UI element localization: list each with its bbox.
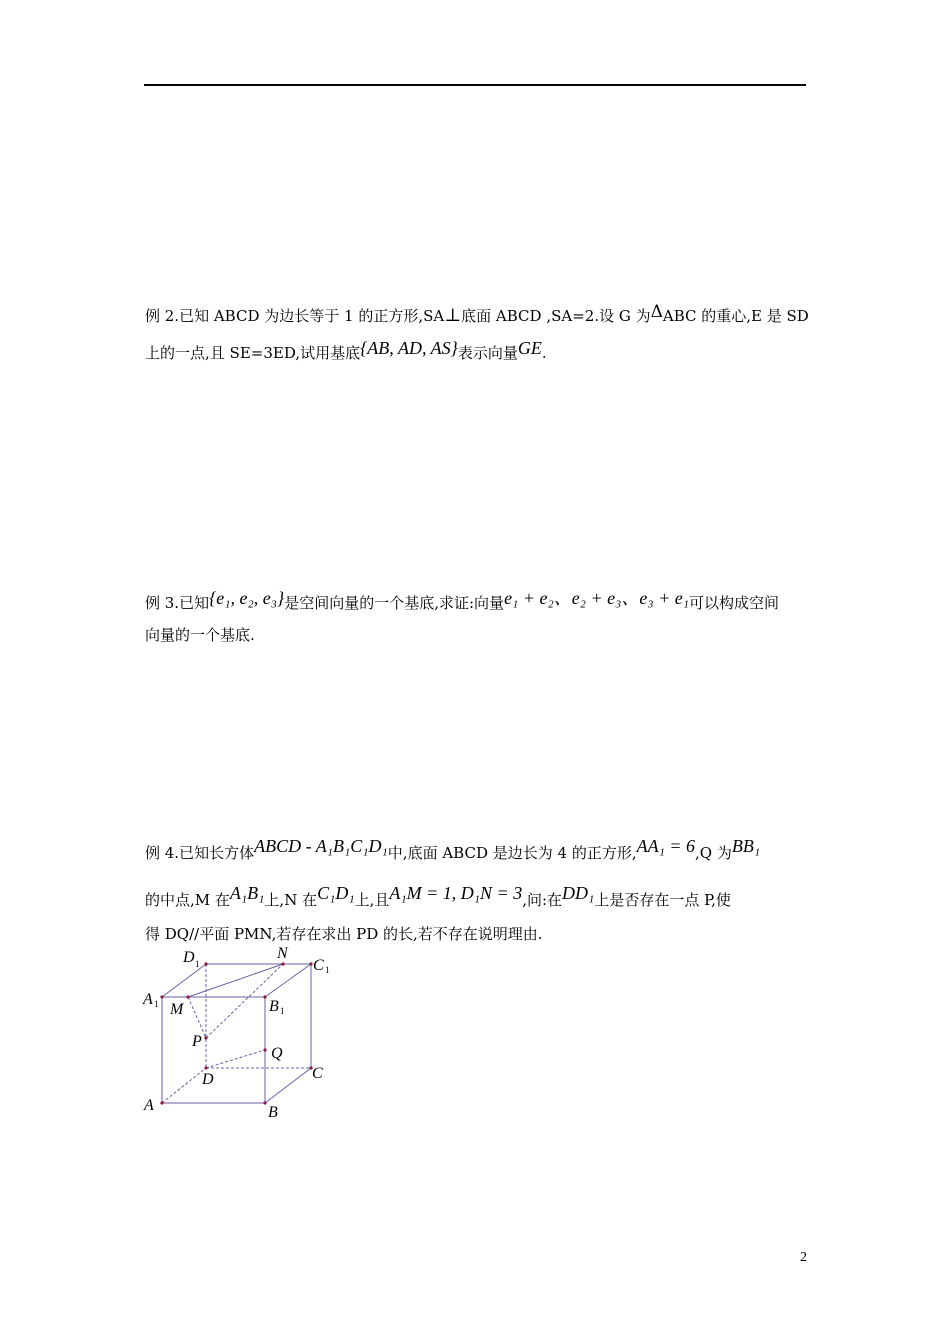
label-c1-sub: 1	[325, 965, 330, 975]
label-m: M	[170, 1001, 184, 1018]
label-a1: A	[143, 991, 153, 1008]
example-3	[145, 582, 807, 651]
label-d: D	[202, 1071, 214, 1088]
ex2-text-2: 底面 ABCD ,SA=2.设 G 为	[461, 307, 651, 325]
ex3-text-1: 例 3.已知	[145, 594, 210, 612]
ex4-text-5: 上,N 在	[264, 891, 318, 909]
edge-b1-c1	[265, 964, 311, 997]
example-2	[145, 296, 807, 369]
ex4-text-1: 例 4.已知长方体	[145, 844, 255, 862]
dd1: DD₁	[562, 883, 595, 903]
label-p: P	[192, 1033, 202, 1050]
basis-e: {e₁, e₂, e₃}	[209, 588, 285, 608]
ex4-text-4: 的中点,M 在	[145, 891, 230, 909]
point-b1	[263, 995, 266, 998]
vector-ge: GE	[517, 338, 542, 358]
label-b: B	[268, 1104, 278, 1121]
vector-sums: e₁ + e₂、e₂ + e₃、e₃ + e₁	[504, 588, 689, 608]
delta-symbol: Δ	[650, 302, 663, 322]
edge-b-c	[265, 1068, 311, 1103]
point-a	[160, 1101, 163, 1104]
c1d1: C₁D₁	[317, 883, 355, 903]
page-number: 2	[800, 1250, 807, 1265]
point-d	[204, 1066, 207, 1069]
segment-m-p	[188, 997, 206, 1038]
label-c: C	[312, 1065, 323, 1082]
ex2-text-3: ABC 的重心,E 是 SD	[662, 307, 809, 325]
ex4-text-6: 上,且	[354, 891, 390, 909]
point-q	[263, 1048, 266, 1051]
perp-symbol: ⊥	[444, 305, 462, 326]
ex2-text-1: 例 2.已知 ABCD 为边长等于 1 的正方形,SA	[145, 307, 445, 325]
ex3-text-3: 可以构成空间	[688, 594, 779, 612]
label-q: Q	[271, 1045, 283, 1062]
example-4	[145, 826, 807, 920]
cuboid-name: ABCD - A₁B₁C₁D₁	[254, 836, 388, 856]
ex4-text-3: ,Q 为	[695, 844, 732, 862]
ex4-text-7: ,问:在	[522, 891, 563, 909]
label-a1-sub: 1	[154, 999, 159, 1009]
ex2-text-6: .	[541, 344, 547, 362]
label-b1: B	[269, 998, 279, 1015]
point-d1	[204, 962, 207, 965]
ex4-text-9: 得 DQ//平面 PMN,若存在求出 PD 的长,若不存在说明理由.	[145, 925, 543, 943]
point-a1	[160, 995, 163, 998]
label-d1-sub: 1	[195, 959, 200, 969]
label-b1-sub: 1	[280, 1006, 285, 1016]
point-m	[186, 995, 189, 998]
label-c1: C	[313, 957, 324, 974]
basis-set: {AB, AD, AS}	[360, 338, 458, 358]
segment-m-n	[188, 964, 283, 997]
ex3-text-2: 是空间向量的一个基底,求证:向量	[284, 594, 505, 612]
segment-d-q	[206, 1050, 265, 1068]
point-n	[281, 962, 284, 965]
ex2-text-4: 上的一点,且 SE=3ED,试用基底	[145, 344, 361, 362]
ex4-text-8: 上是否存在一点 P,使	[594, 891, 731, 909]
header-rule	[144, 84, 806, 86]
label-n: N	[277, 945, 288, 962]
a1b1: A₁B₁	[229, 883, 265, 903]
aa1-eq: AA₁ = 6	[636, 836, 695, 856]
cuboid-figure	[140, 942, 360, 1122]
point-b	[263, 1101, 266, 1104]
condition: A₁M = 1, D₁N = 3	[389, 883, 523, 903]
label-d1: D	[183, 949, 195, 966]
ex3-text-4: 向量的一个基底.	[145, 626, 255, 644]
label-a: A	[144, 1097, 154, 1114]
bb1: BB₁	[731, 836, 761, 856]
ex2-text-5: 表示向量	[457, 344, 518, 362]
point-p	[204, 1036, 207, 1039]
ex4-text-2: 中,底面 ABCD 是边长为 4 的正方形,	[387, 844, 637, 862]
hidden-edge-a-d	[162, 1068, 206, 1103]
